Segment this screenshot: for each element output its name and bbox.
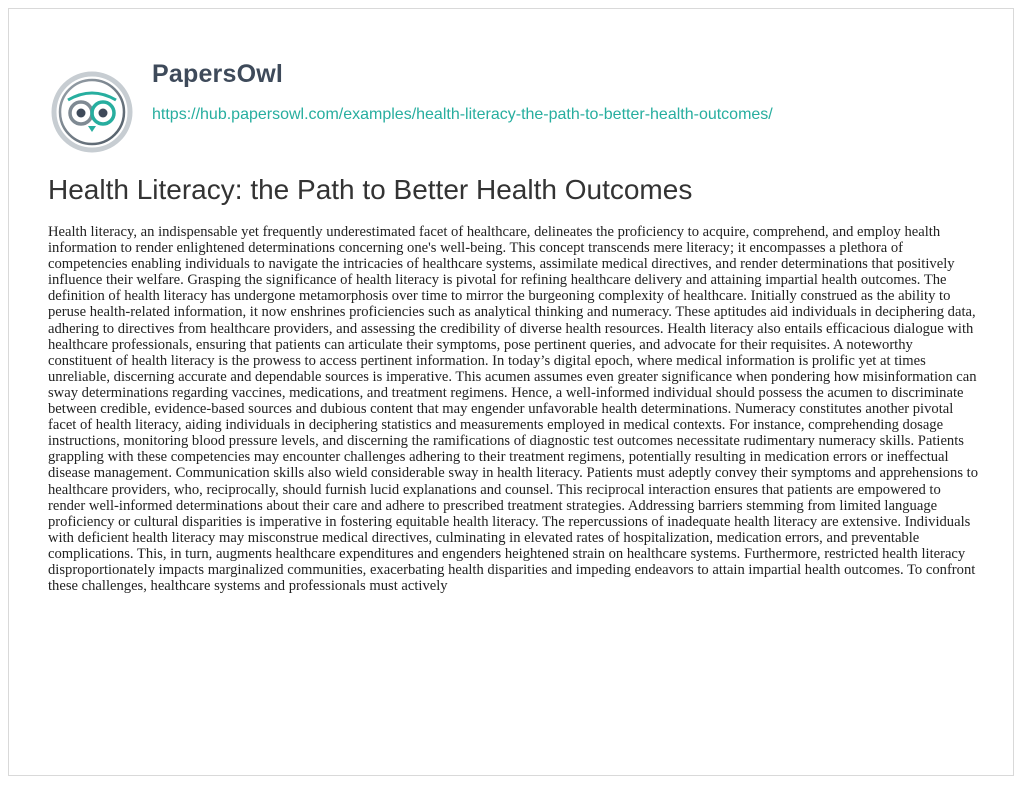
header [48, 60, 1008, 140]
article-title: Health Literacy: the Path to Better Health Outcomes [48, 174, 693, 205]
source-url-link[interactable]: https://hub.papersowl.com/examples/health-literacy-the-path-to-better-health-outcomes/ [152, 106, 773, 123]
owl-logo-icon [48, 68, 136, 156]
article-body: Health literacy, an indispensable yet frequently underestimated facet of healthcare, delineates the proficiency to acquire, comprehend, and employ health information to render enlightened determinations concerning one's well-being. This concept transcends mere literacy; it encompasses a plethora of competencies enabling individuals to navigate the intricacies of healthcare systems, assimilate medical directives, and render determinations that positively influence their welfare. Grasping the significance of health literacy is pivotal for refining healthcare delivery and attaining impartial health outcomes. The definition of health literacy has undergone metamorphosis over time to mirror the burgeoning complexity of healthcare. Initially construed as the ability to peruse health-related information, it now enshrines proficiencies such as analytical thinking and numeracy. These aptitudes aid individuals in deciphering data, adhering to directives from healthcare providers, and assessing the credibility of diverse health resources. Health literacy also entails efficacious dialogue with healthcare professionals, ensuring that patients can articulate their symptoms, pose pertinent queries, and advocate for their requisites. A noteworthy constituent of health literacy is the prowess to access pertinent information. In today’s digital epoch, where medical information is prolific yet at times unreliable, discerning accurate and dependable sources is imperative. This acumen assumes even greater significance when pondering how misinformation can sway determinations regarding vaccines, medications, and treatment regimens. Hence, a well-informed individual should possess the acumen to discriminate between credible, evidence-based sources and dubious content that may engender unfavorable health determinations. Numeracy constitutes another pivotal facet of health literacy, aiding individuals in deciphering statistics and measurements employed in medical contexts. For instance, comprehending dosage instructions, monitoring blood pressure levels, and discerning the ramifications of diagnostic test outcomes necessitate rudimentary numeracy skills. Patients grappling with these competencies may encounter challenges adhering to their treatment regimens, potentially resulting in medication errors or ineffectual disease management. Communication skills also wield considerable sway in health literacy. Patients must adeptly convey their symptoms and apprehensions to healthcare providers, who, reciprocally, should furnish lucid explanations and counsel. This reciprocal interaction ensures that patients are empowered to render well-informed determinations about their care and adhere to prescribed treatment strategies. Addressing barriers stemming from limited language proficiency or cultural disparities is imperative in fostering equitable health literacy. The repercussions of inadequate health literacy are extensive. Individuals with deficient health literacy may misconstrue medical directives, culminating in elevated rates of hospitalization, medication errors, and preventable complications. This, in turn, augments healthcare expenditures and engenders heightened strain on healthcare systems. Furthermore, restricted health literacy disproportionately impacts marginalized communities, exacerbating health disparities and impeding endeavors to attain impartial health outcomes. To confront these challenges, healthcare systems and professionals must actively [48, 224, 979, 595]
brand-name: PapersOwl [152, 60, 284, 88]
